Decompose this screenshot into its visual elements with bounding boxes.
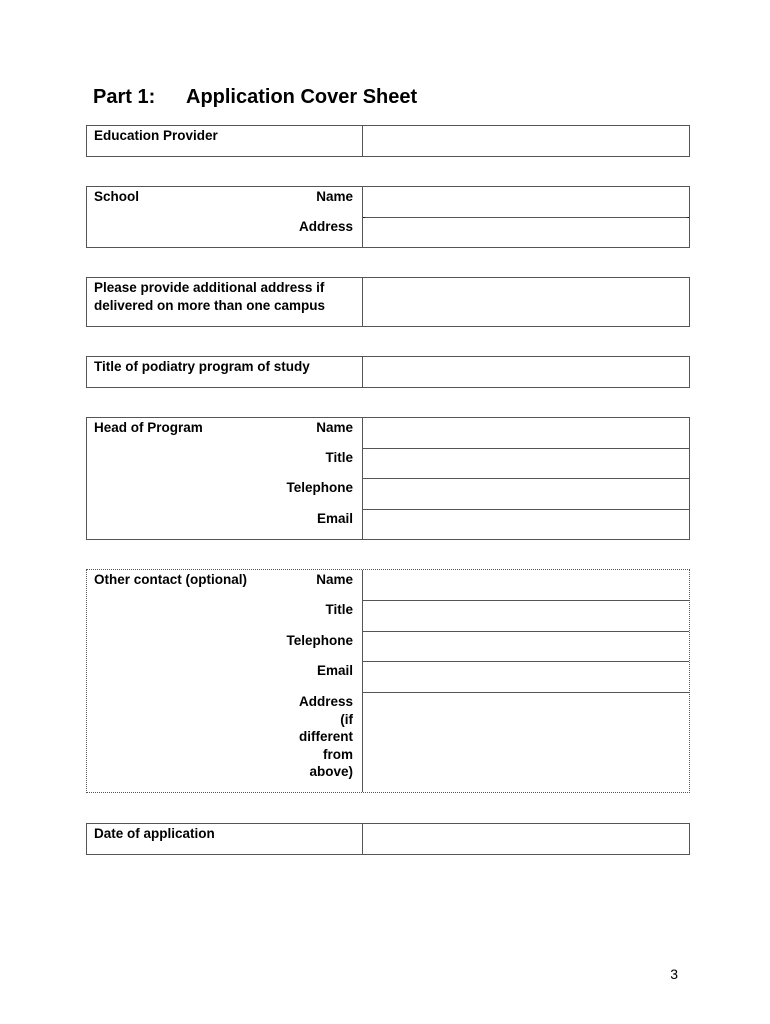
program-title-label: Title of podiatry program of study	[94, 359, 310, 374]
page-title-text: Application Cover Sheet	[186, 86, 418, 108]
additional-address-label	[94, 279, 325, 315]
additional-address-label-line1: Please provide additional address if	[94, 280, 325, 295]
other-address-label	[299, 693, 353, 781]
other-address-label-line: from	[323, 746, 353, 762]
head-name-field[interactable]	[363, 418, 689, 448]
school-address-label: Address	[298, 219, 353, 234]
head-title-label: Title	[325, 450, 353, 465]
head-email-field[interactable]	[363, 510, 689, 539]
head-telephone-field[interactable]	[363, 479, 689, 508]
other-telephone-field[interactable]	[363, 632, 689, 661]
education-provider-field[interactable]	[363, 126, 689, 156]
education-provider-label: Education Provider	[94, 128, 218, 143]
other-contact-section	[86, 569, 690, 793]
education-provider-section	[86, 125, 690, 157]
head-email-label: Email	[316, 511, 353, 526]
head-of-program-section	[86, 417, 690, 540]
other-name-label: Name	[316, 572, 353, 587]
head-title-field[interactable]	[363, 449, 689, 478]
other-contact-label: Other contact (optional)	[94, 572, 247, 587]
additional-address-label-line2: delivered on more than one campus	[94, 298, 326, 313]
other-address-field[interactable]	[363, 693, 689, 791]
other-title-label: Title	[325, 602, 353, 617]
program-title-field[interactable]	[363, 357, 689, 387]
other-telephone-label: Telephone	[286, 633, 353, 648]
school-address-field[interactable]	[363, 218, 689, 247]
other-email-label: Email	[316, 663, 353, 678]
school-section	[86, 186, 690, 248]
other-address-label-line: (if	[340, 711, 353, 727]
date-of-application-field[interactable]	[363, 824, 689, 854]
head-of-program-label: Head of Program	[94, 420, 203, 435]
head-name-label: Name	[316, 420, 353, 435]
head-telephone-label: Telephone	[286, 480, 353, 495]
other-name-field[interactable]	[363, 570, 689, 600]
page-number: 3	[670, 966, 678, 982]
other-address-label-line: above)	[309, 764, 353, 779]
date-of-application-section	[86, 823, 690, 855]
additional-address-section	[86, 277, 690, 327]
page-title	[93, 86, 417, 109]
part-number: Part 1:	[93, 86, 156, 108]
school-name-field[interactable]	[363, 187, 689, 217]
other-email-field[interactable]	[363, 662, 689, 691]
other-address-label-line: Address	[298, 694, 353, 709]
program-title-section	[86, 356, 690, 388]
school-name-label: Name	[316, 189, 353, 204]
school-label: School	[94, 189, 140, 204]
additional-address-field[interactable]	[363, 278, 689, 326]
date-of-application-label: Date of application	[94, 826, 215, 841]
other-title-field[interactable]	[363, 601, 689, 630]
other-address-label-line: different	[299, 729, 353, 744]
